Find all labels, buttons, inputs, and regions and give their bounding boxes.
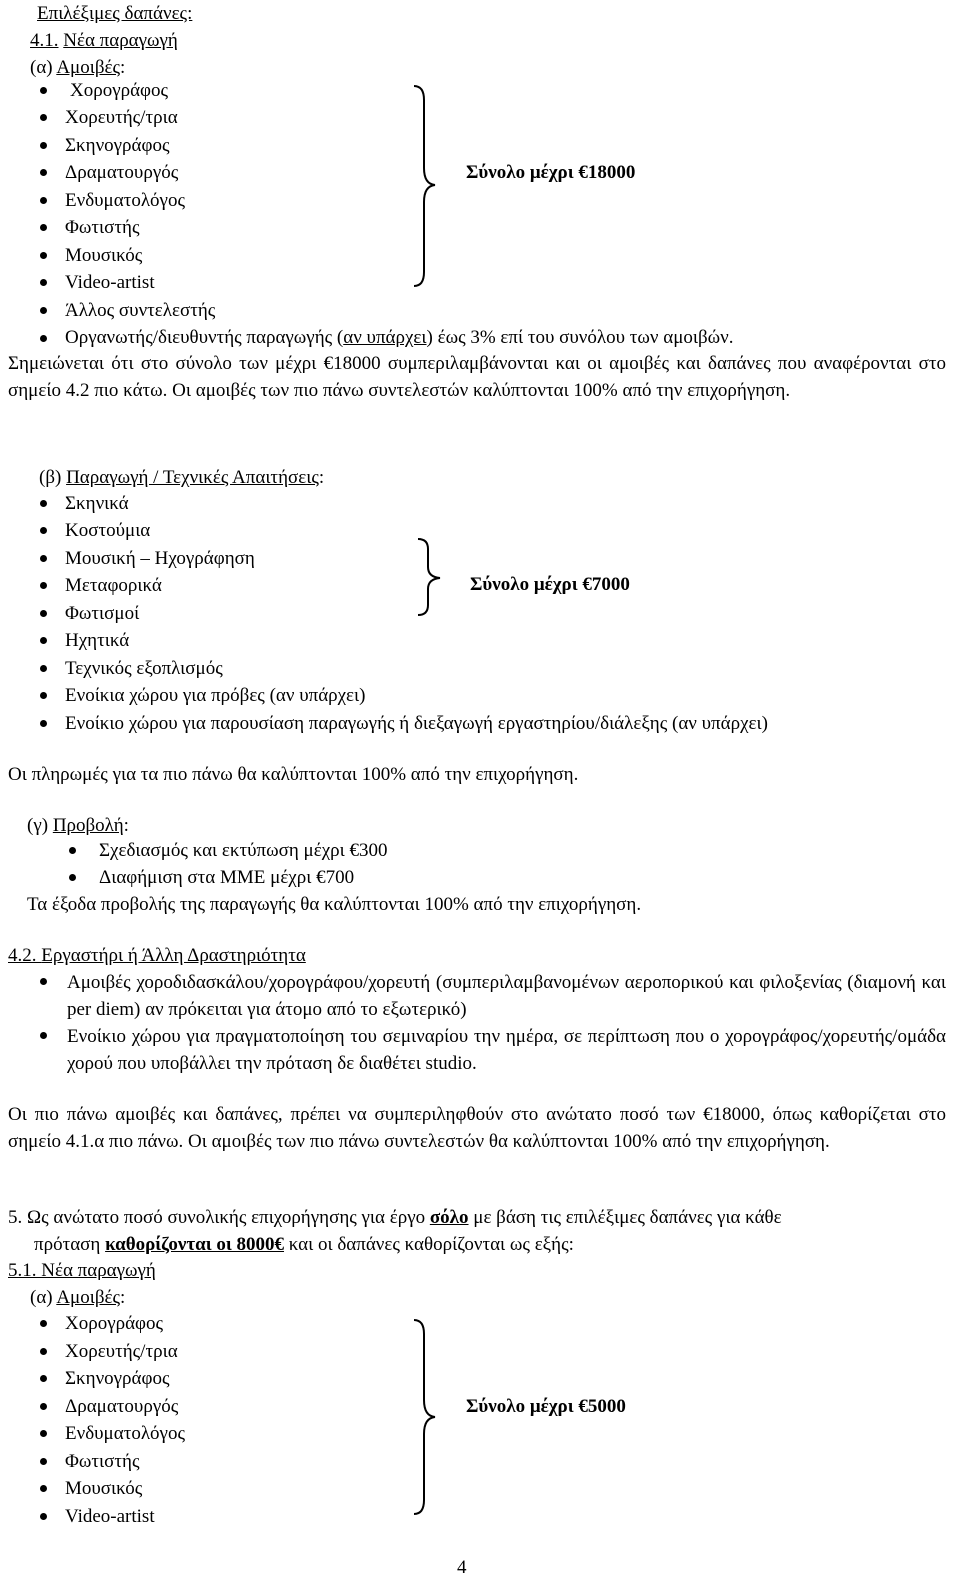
list-item: Αμοιβές χοροδιδασκάλου/χορογράφου/χορευτή (συμπεριλαμβανομένων αεροπορικού και φιλοξενίας (διαμονή και per diem) αν πρόκειται για άτομο από το εξωτερικό): [67, 972, 946, 1020]
list-item: Video-artist: [65, 1506, 155, 1527]
bullet-icon: [40, 114, 47, 121]
bullet-icon: [40, 87, 47, 94]
bullet-icon: [40, 1375, 47, 1382]
list-item: Δραματουργός: [65, 1396, 179, 1417]
bullet-icon: [40, 1430, 47, 1437]
bullet-icon: [40, 279, 47, 286]
list-item: Κοστούμια: [65, 520, 151, 541]
bullet-icon: [40, 307, 47, 314]
subsection-number: 4.1.: [30, 30, 59, 51]
list-item: Χορευτής/τρια: [65, 107, 178, 128]
section5-text-end: και οι δαπάνες καθορίζονται ως εξής:: [284, 1234, 574, 1255]
subsection-name: Νέα παραγωγή: [63, 30, 178, 51]
section5-fees-heading: [30, 1286, 125, 1310]
list-item: Χορογράφος: [70, 80, 169, 101]
promotion-heading: [27, 814, 129, 838]
production-colon: :: [318, 467, 325, 488]
fees-prefix: (α): [30, 57, 53, 78]
organizer-condition: αν υπάρχει: [343, 327, 427, 348]
promotion-coverage: Τα έξοδα προβολής της παραγωγής θα καλύπτονται 100% από την επιχορήγηση.: [27, 894, 642, 915]
bullet-icon: [40, 1403, 47, 1410]
organizer-text: Οργανωτής/διευθυντής παραγωγής (: [65, 327, 344, 348]
list-item: Διαφήμιση στα ΜΜΕ μέχρι €700: [99, 867, 355, 888]
list-item: Χορογράφος: [65, 1313, 164, 1334]
section5-line1: [8, 1206, 782, 1230]
fees-colon: :: [120, 57, 126, 78]
production-title: Παραγωγή / Τεχνικές Απαιτήσεις: [66, 467, 319, 488]
bullet-icon: [40, 1032, 47, 1039]
production-total: Σύνολο μέχρι €7000: [470, 574, 630, 595]
bullet-icon: [40, 720, 47, 727]
section5-fees-colon: :: [120, 1287, 126, 1308]
workshop-title: Εργαστήρι ή Άλλη Δραστηριότητα: [41, 945, 306, 966]
list-item: Ενοίκιο χώρου για παρουσίαση παραγωγής ή διεξαγωγή εργαστηρίου/διάλεξης (αν υπάρχει): [65, 713, 768, 734]
promotion-colon: :: [123, 815, 129, 836]
bullet-icon: [40, 1320, 47, 1327]
organizer-text-end: ) έως 3% επί του συνόλου των αμοιβών.: [426, 327, 734, 348]
section5-fees-prefix: (α): [30, 1287, 53, 1308]
bullet-icon: [40, 335, 47, 342]
list-item: Μουσικός: [65, 245, 143, 266]
list-item: Σκηνογράφος: [65, 135, 170, 156]
list-item: Ενδυματολόγος: [65, 190, 185, 211]
workshop-heading: [8, 944, 306, 968]
bullet-icon: [40, 252, 47, 259]
section5-text: πρόταση: [34, 1234, 106, 1255]
section5-amount: καθορίζονται οι 8000€: [105, 1234, 285, 1255]
list-item: Ενδυματολόγος: [65, 1423, 185, 1444]
bullet-icon: [40, 637, 47, 644]
bullet-icon: [40, 610, 47, 617]
bullet-icon: [40, 527, 47, 534]
bullet-icon: [40, 1458, 47, 1465]
list-item: Τεχνικός εξοπλισμός: [65, 658, 223, 679]
bullet-icon: [40, 224, 47, 231]
production-prefix: (β): [39, 467, 62, 488]
workshop-note: Οι πιο πάνω αμοιβές και δαπάνες, πρέπει να συμπεριληφθούν στο ανώτατο ποσό των €18000, όπως καθορίζεται στο σημείο 4.1.α πιο πάνω. Οι αμοιβές των πιο πάνω συντελεστών θα καλύπτονται 100% από την επιχορήγηση.: [8, 1104, 946, 1152]
list-item: Μουσική – Ηχογράφηση: [65, 548, 255, 569]
section5-text: 5. Ως ανώτατο ποσό συνολικής επιχορήγησης για έργο: [8, 1207, 430, 1228]
list-item: Άλλος συντελεστής: [65, 300, 216, 321]
section5-total: Σύνολο μέχρι €5000: [466, 1396, 626, 1417]
bullet-icon: [40, 692, 47, 699]
list-item: Φωτιστής: [65, 217, 140, 238]
section5-solo: σόλο: [429, 1207, 469, 1228]
bullet-icon: [40, 582, 47, 589]
fees-heading: [30, 56, 125, 80]
bullet-icon: [40, 1513, 47, 1520]
bullet-icon: [40, 1485, 47, 1492]
list-item: Σκηνικά: [65, 493, 129, 514]
list-item: Σκηνογράφος: [65, 1368, 170, 1389]
right-brace-icon: [408, 84, 438, 288]
section5-subtitle: 5.1. Νέα παραγωγή: [8, 1260, 156, 1281]
list-item: Ενοίκια χώρου για πρόβες (αν υπάρχει): [65, 685, 366, 706]
subsection-title: [30, 29, 178, 53]
list-item: Μεταφορικά: [65, 575, 162, 596]
bullet-icon: [40, 665, 47, 672]
list-item: Φωτισμοί: [65, 603, 140, 624]
list-item: Μουσικός: [65, 1478, 143, 1499]
bullet-icon: [40, 169, 47, 176]
list-item: Δραματουργός: [65, 162, 179, 183]
production-coverage: Οι πληρωμές για τα πιο πάνω θα καλύπτονται 100% από την επιχορήγηση.: [8, 764, 579, 785]
bullet-icon: [40, 1348, 47, 1355]
section5-line2: [34, 1233, 574, 1257]
bullet-icon: [40, 500, 47, 507]
list-item: Χορευτής/τρια: [65, 1341, 178, 1362]
fees-title: Αμοιβές: [56, 57, 121, 78]
workshop-number: 4.2.: [8, 945, 37, 966]
promotion-title: Προβολή: [52, 815, 124, 836]
bullet-icon: [69, 847, 76, 854]
section5-fees-title: Αμοιβές: [56, 1287, 121, 1308]
list-item: Ηχητικά: [65, 630, 130, 651]
section5-text-end: με βάση τις επιλέξιμες δαπάνες για κάθε: [468, 1207, 782, 1228]
bullet-icon: [69, 874, 76, 881]
list-item: Φωτιστής: [65, 1451, 140, 1472]
list-item: Video-artist: [65, 272, 155, 293]
bullet-icon: [40, 142, 47, 149]
fees-total: Σύνολο μέχρι €18000: [466, 162, 636, 183]
list-item: Ενοίκιο χώρου για πραγματοποίηση του σεμιναρίου την ημέρα, σε περίπτωση που ο χορογράφος/χορευτής/ομάδα χορού που υποβάλλει την πρόταση δε διαθέτει studio.: [67, 1026, 946, 1074]
production-heading: [39, 466, 324, 490]
bullet-icon: [40, 555, 47, 562]
right-brace-icon: [412, 537, 444, 617]
section-heading: Επιλέξιμες δαπάνες:: [37, 3, 193, 24]
list-item: Σχεδιασμός και εκτύπωση μέχρι €300: [99, 840, 388, 861]
right-brace-icon: [408, 1318, 438, 1516]
organizer-line: [65, 326, 734, 350]
bullet-icon: [40, 197, 47, 204]
promotion-prefix: (γ): [27, 815, 49, 836]
page-number: 4: [457, 1557, 467, 1578]
note-paragraph: Σημειώνεται ότι στο σύνολο των μέχρι €18000 συμπεριλαμβάνονται και οι αμοιβές και δαπάνες που αναφέρονται στο σημείο 4.2 πιο κάτω. Οι αμοιβές των πιο πάνω συντελεστών καλύπτονται 100% από την επιχορήγηση.: [8, 353, 946, 401]
bullet-icon: [40, 978, 47, 985]
